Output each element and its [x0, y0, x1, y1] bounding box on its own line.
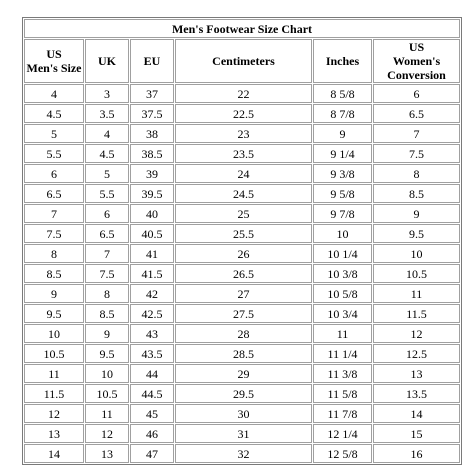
centimeters-cell: 31 [175, 424, 312, 443]
eu-cell: 42 [130, 284, 174, 303]
uk-cell: 3 [85, 84, 129, 103]
us-mens-size-cell: 4.5 [24, 104, 84, 123]
centimeters-cell: 30 [175, 404, 312, 423]
inches-cell: 10 3/4 [313, 304, 372, 323]
us-womens-cell: 6 [373, 84, 460, 103]
eu-cell: 43.5 [130, 344, 174, 363]
centimeters-cell: 26.5 [175, 264, 312, 283]
table-row [24, 104, 460, 123]
centimeters-cell: 23.5 [175, 144, 312, 163]
us-mens-size-cell: 8.5 [24, 264, 84, 283]
us-womens-cell: 7 [373, 124, 460, 143]
eu-cell: 46 [130, 424, 174, 443]
uk-cell: 7 [85, 244, 129, 263]
us-womens-cell: 11.5 [373, 304, 460, 323]
inches-header: Inches [313, 39, 372, 83]
us-mens-size-cell: 5.5 [24, 144, 84, 163]
centimeters-cell: 28.5 [175, 344, 312, 363]
centimeters-cell: 23 [175, 124, 312, 143]
inches-cell: 11 7/8 [313, 404, 372, 423]
centimeters-cell: 24.5 [175, 184, 312, 203]
table-row [24, 84, 460, 103]
inches-cell: 8 7/8 [313, 104, 372, 123]
inches-cell: 9 [313, 124, 372, 143]
centimeters-cell: 32 [175, 444, 312, 463]
uk-cell: 6.5 [85, 224, 129, 243]
table-row [24, 444, 460, 463]
us-mens-size-cell: 9 [24, 284, 84, 303]
eu-cell: 43 [130, 324, 174, 343]
centimeters-cell: 29 [175, 364, 312, 383]
inches-cell: 12 1/4 [313, 424, 372, 443]
us-womens-cell: 8 [373, 164, 460, 183]
eu-cell: 44 [130, 364, 174, 383]
centimeters-cell: 22.5 [175, 104, 312, 123]
eu-cell: 39.5 [130, 184, 174, 203]
table-row [24, 184, 460, 203]
uk-header: UK [85, 39, 129, 83]
eu-cell: 37 [130, 84, 174, 103]
uk-cell: 5.5 [85, 184, 129, 203]
inches-cell: 9 5/8 [313, 184, 372, 203]
us-mens-size-cell: 10 [24, 324, 84, 343]
inches-cell: 10 3/8 [313, 264, 372, 283]
us-mens-size-cell: 7 [24, 204, 84, 223]
us-mens-size-cell: 4 [24, 84, 84, 103]
chart-title: Men's Footwear Size Chart [24, 19, 460, 38]
header-row [24, 39, 460, 83]
centimeters-cell: 27.5 [175, 304, 312, 323]
eu-cell: 37.5 [130, 104, 174, 123]
us-womens-cell: 14 [373, 404, 460, 423]
eu-cell: 38.5 [130, 144, 174, 163]
table-row [24, 144, 460, 163]
uk-cell: 12 [85, 424, 129, 443]
uk-cell: 5 [85, 164, 129, 183]
us-womens-cell: 15 [373, 424, 460, 443]
chart-body [24, 84, 460, 463]
eu-cell: 41 [130, 244, 174, 263]
us-womens-cell: 9.5 [373, 224, 460, 243]
eu-cell: 42.5 [130, 304, 174, 323]
uk-cell: 9 [85, 324, 129, 343]
us-womens-cell: 6.5 [373, 104, 460, 123]
centimeters-cell: 29.5 [175, 384, 312, 403]
inches-cell: 11 5/8 [313, 384, 372, 403]
eu-cell: 40 [130, 204, 174, 223]
inches-cell: 11 3/8 [313, 364, 372, 383]
table-row [24, 204, 460, 223]
table-row [24, 404, 460, 423]
table-row [24, 284, 460, 303]
table-row [24, 364, 460, 383]
uk-cell: 11 [85, 404, 129, 423]
us-womens-cell: 12.5 [373, 344, 460, 363]
uk-cell: 8 [85, 284, 129, 303]
size-chart-container [22, 17, 453, 465]
us-mens-size-cell: 5 [24, 124, 84, 143]
uk-cell: 10 [85, 364, 129, 383]
us-mens-size-cell: 11 [24, 364, 84, 383]
table-row [24, 224, 460, 243]
centimeters-header: Centimeters [175, 39, 312, 83]
table-row [24, 424, 460, 443]
table-row [24, 384, 460, 403]
table-row [24, 164, 460, 183]
centimeters-cell: 26 [175, 244, 312, 263]
centimeters-cell: 22 [175, 84, 312, 103]
table-row [24, 264, 460, 283]
uk-cell: 7.5 [85, 264, 129, 283]
table-row [24, 244, 460, 263]
inches-cell: 10 1/4 [313, 244, 372, 263]
centimeters-cell: 24 [175, 164, 312, 183]
us-womens-cell: 9 [373, 204, 460, 223]
uk-cell: 3.5 [85, 104, 129, 123]
us-womens-cell: 12 [373, 324, 460, 343]
eu-cell: 44.5 [130, 384, 174, 403]
eu-cell: 45 [130, 404, 174, 423]
us-womens-cell: 7.5 [373, 144, 460, 163]
us-womens-cell: 13.5 [373, 384, 460, 403]
uk-cell: 4 [85, 124, 129, 143]
us-mens-size-cell: 6 [24, 164, 84, 183]
size-chart-table [22, 17, 462, 465]
centimeters-cell: 25 [175, 204, 312, 223]
us-mens-size-cell: 14 [24, 444, 84, 463]
us-womens-cell: 16 [373, 444, 460, 463]
us-mens-size-cell: 7.5 [24, 224, 84, 243]
uk-cell: 8.5 [85, 304, 129, 323]
us-mens-size-cell: 13 [24, 424, 84, 443]
uk-cell: 4.5 [85, 144, 129, 163]
us-womens-cell: 11 [373, 284, 460, 303]
uk-cell: 10.5 [85, 384, 129, 403]
inches-cell: 9 3/8 [313, 164, 372, 183]
eu-cell: 39 [130, 164, 174, 183]
inches-cell: 10 [313, 224, 372, 243]
title-row [24, 19, 460, 38]
inches-cell: 11 [313, 324, 372, 343]
us-mens-size-header: US Men's Size [24, 39, 84, 83]
inches-cell: 9 7/8 [313, 204, 372, 223]
uk-cell: 13 [85, 444, 129, 463]
eu-cell: 38 [130, 124, 174, 143]
centimeters-cell: 28 [175, 324, 312, 343]
us-mens-size-cell: 10.5 [24, 344, 84, 363]
eu-cell: 47 [130, 444, 174, 463]
table-row [24, 124, 460, 143]
table-row [24, 324, 460, 343]
uk-cell: 6 [85, 204, 129, 223]
eu-cell: 40.5 [130, 224, 174, 243]
inches-cell: 11 1/4 [313, 344, 372, 363]
us-womens-cell: 13 [373, 364, 460, 383]
inches-cell: 12 5/8 [313, 444, 372, 463]
us-womens-cell: 10 [373, 244, 460, 263]
us-mens-size-cell: 12 [24, 404, 84, 423]
table-row [24, 344, 460, 363]
us-womens-conversion-header: US Women's Conversion [373, 39, 460, 83]
us-mens-size-cell: 6.5 [24, 184, 84, 203]
inches-cell: 8 5/8 [313, 84, 372, 103]
inches-cell: 10 5/8 [313, 284, 372, 303]
eu-cell: 41.5 [130, 264, 174, 283]
us-womens-cell: 8.5 [373, 184, 460, 203]
us-womens-cell: 10.5 [373, 264, 460, 283]
eu-header: EU [130, 39, 174, 83]
inches-cell: 9 1/4 [313, 144, 372, 163]
us-mens-size-cell: 11.5 [24, 384, 84, 403]
us-mens-size-cell: 8 [24, 244, 84, 263]
uk-cell: 9.5 [85, 344, 129, 363]
table-row [24, 304, 460, 323]
us-mens-size-cell: 9.5 [24, 304, 84, 323]
centimeters-cell: 27 [175, 284, 312, 303]
centimeters-cell: 25.5 [175, 224, 312, 243]
